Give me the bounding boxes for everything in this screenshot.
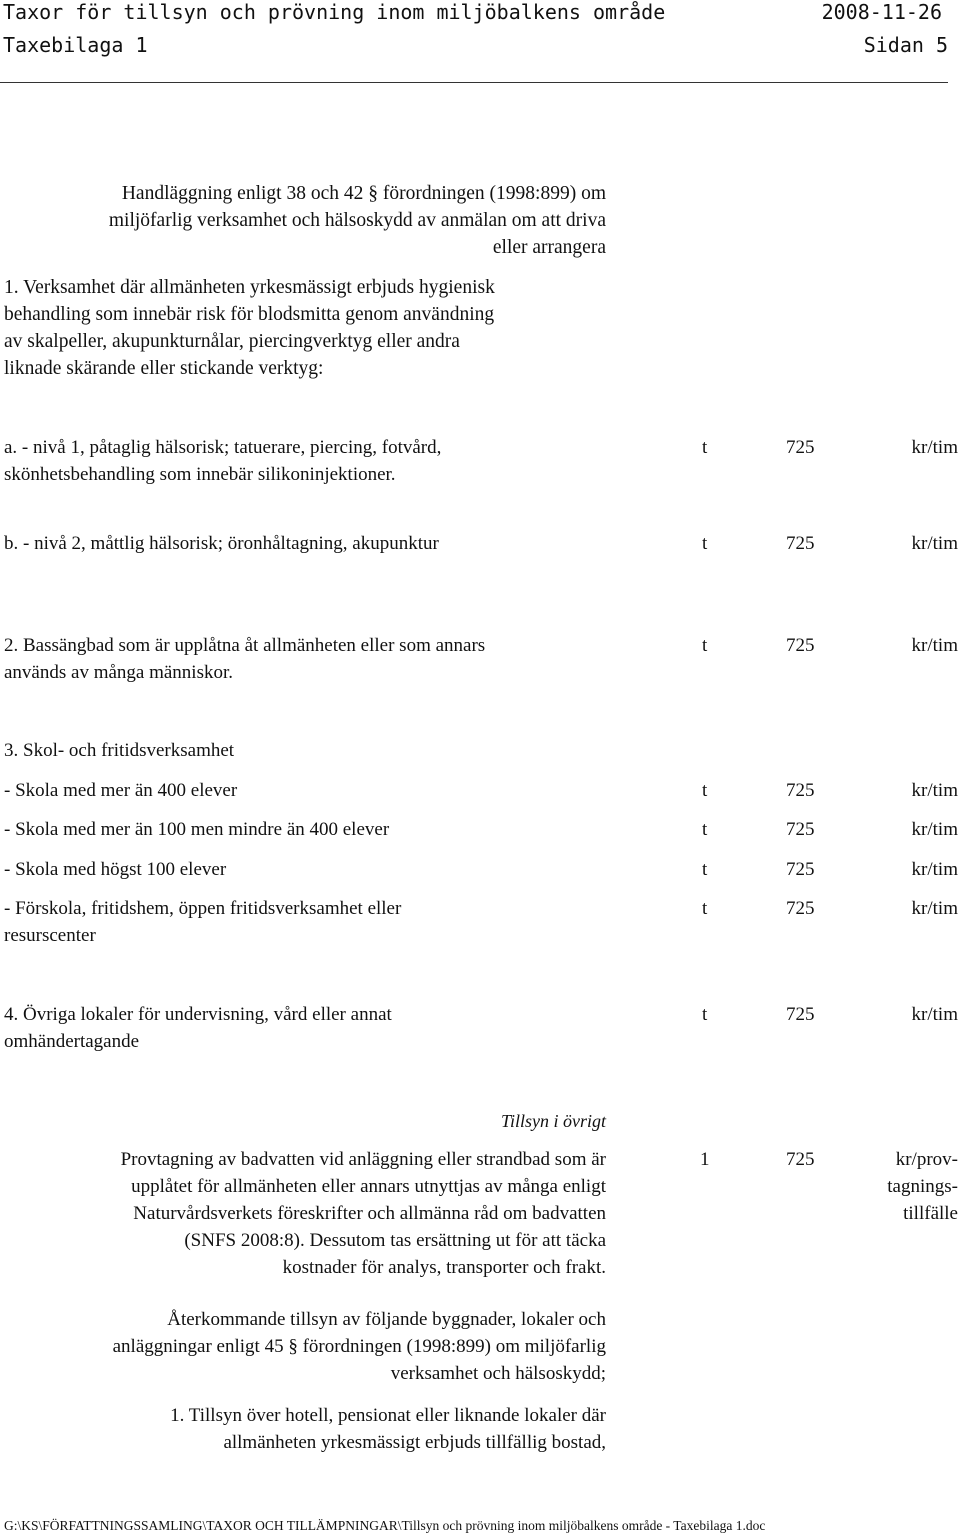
section-heading-line: miljöfarlig verksamhet och hälsoskydd av anmälan om att driva bbox=[108, 210, 606, 231]
school-row-line: - Skola med högst 100 elever bbox=[4, 859, 227, 880]
school-row-description bbox=[4, 777, 237, 804]
fee-unit: kr/tim bbox=[911, 898, 958, 919]
section-heading-line: eller arrangera bbox=[492, 237, 606, 258]
fee-row-line: skönhetsbehandling som innebär silikoninjektioner. bbox=[4, 464, 396, 485]
fee-factor: t bbox=[702, 780, 708, 801]
fee-amount: 725 bbox=[786, 859, 815, 880]
recurring-line: Återkommande tillsyn av följande byggnader, lokaler och bbox=[167, 1309, 606, 1330]
item4-line: 4. Övriga lokaler för undervisning, vård eller annat bbox=[4, 1004, 392, 1025]
section-heading-line: Handläggning enligt 38 och 42 § förordningen (1998:899) om bbox=[121, 183, 606, 204]
document-subtitle: Taxebilaga 1 bbox=[3, 33, 148, 57]
hotel-line: allmänheten yrkesmässigt erbjuds tillfällig bostad, bbox=[223, 1432, 606, 1453]
fee-amount: 725 bbox=[786, 533, 815, 554]
fee-amount: 725 bbox=[786, 780, 815, 801]
school-row-description bbox=[4, 856, 226, 883]
provtagning-line: (SNFS 2008:8). Dessutom tas ersättning ut för att täcka bbox=[184, 1230, 606, 1251]
fee-unit: kr/tim bbox=[911, 635, 958, 656]
fee-unit: kr/tim bbox=[911, 1004, 958, 1025]
item3-heading: 3. Skol- och fritidsverksamhet bbox=[4, 740, 235, 761]
fee-row-description bbox=[4, 632, 485, 686]
document-date: 2008-11-26 bbox=[821, 0, 942, 24]
fee-row-line: 2. Bassängbad som är upplåtna åt allmänheten eller som annars bbox=[4, 635, 486, 656]
hotel-line: 1. Tillsyn över hotell, pensionat eller liknande lokaler där bbox=[170, 1405, 606, 1426]
fee-unit: kr/tim bbox=[911, 819, 958, 840]
fee-factor: t bbox=[702, 437, 708, 458]
fee-row-line: används av många människor. bbox=[4, 662, 234, 683]
school-row-line: - Förskola, fritidshem, öppen fritidsverksamhet eller bbox=[4, 898, 402, 919]
fee-factor: t bbox=[702, 1004, 708, 1025]
school-row-line: resurscenter bbox=[4, 925, 96, 946]
fee-amount: 725 bbox=[786, 819, 815, 840]
fee-row-description bbox=[4, 434, 441, 488]
fee-amount: 725 bbox=[786, 1004, 815, 1025]
item4-line: omhändertagande bbox=[4, 1031, 140, 1052]
provtagning-line: Provtagning av badvatten vid anläggning eller strandbad som är bbox=[120, 1149, 606, 1170]
fee-row-description bbox=[4, 530, 439, 557]
recurring-line: verksamhet och hälsoskydd; bbox=[390, 1363, 606, 1384]
school-row-line: - Skola med mer än 400 elever bbox=[4, 780, 238, 801]
document-title: Taxor för tillsyn och prövning inom miljöbalkens område bbox=[3, 0, 666, 24]
fee-unit-line: tagnings- bbox=[887, 1176, 958, 1197]
fee-amount: 725 bbox=[786, 635, 815, 656]
fee-factor: t bbox=[702, 898, 708, 919]
fee-unit-line: kr/prov- bbox=[895, 1149, 958, 1170]
fee-row-line: a. - nivå 1, påtaglig hälsorisk; tatuerare, piercing, fotvård, bbox=[4, 437, 442, 458]
fee-unit bbox=[887, 1146, 958, 1227]
school-row-line: - Skola med mer än 100 men mindre än 400 elever bbox=[4, 819, 390, 840]
section-heading bbox=[10, 180, 606, 261]
recurring-supervision bbox=[4, 1306, 606, 1387]
recurring-line: anläggningar enligt 45 § förordningen (1998:899) om miljöfarlig bbox=[112, 1336, 606, 1357]
header-divider bbox=[0, 82, 948, 83]
fee-factor: t bbox=[702, 819, 708, 840]
item1-intro-line: behandling som innebär risk för blodsmitta genom användning bbox=[4, 304, 495, 325]
item1-intro bbox=[4, 274, 495, 382]
item1-intro-line: av skalpeller, akupunkturnålar, piercingverktyg eller andra bbox=[4, 331, 460, 352]
fee-amount: 725 bbox=[786, 437, 815, 458]
fee-unit-line: tillfälle bbox=[903, 1203, 958, 1224]
fee-amount: 725 bbox=[786, 898, 815, 919]
fee-unit: kr/tim bbox=[911, 437, 958, 458]
fee-factor: t bbox=[702, 635, 708, 656]
fee-unit: kr/tim bbox=[911, 780, 958, 801]
footer-file-path: G:\KS\FÖRFATTNINGSSAMLING\TAXOR OCH TILLÄMPNINGAR\Tillsyn och prövning inom miljöbalkens område - Taxebilaga 1.doc bbox=[4, 1518, 766, 1533]
provtagning-description bbox=[4, 1146, 606, 1281]
fee-unit: kr/tim bbox=[911, 859, 958, 880]
fee-amount: 725 bbox=[786, 1149, 815, 1170]
fee-row-line: b. - nivå 2, måttlig hälsorisk; öronhåltagning, akupunktur bbox=[4, 533, 439, 554]
fee-unit: kr/tim bbox=[911, 533, 958, 554]
fee-factor: 1 bbox=[700, 1149, 710, 1170]
item4-description bbox=[4, 1001, 392, 1055]
provtagning-line: upplåtet för allmänheten eller annars utnyttjas av många enligt bbox=[131, 1176, 606, 1197]
provtagning-line: Naturvårdsverkets föreskrifter och allmänna råd om badvatten bbox=[133, 1203, 606, 1224]
fee-factor: t bbox=[702, 533, 708, 554]
tillsyn-heading: Tillsyn i övrigt bbox=[500, 1111, 606, 1131]
school-row-description bbox=[4, 895, 401, 949]
school-row-description bbox=[4, 816, 389, 843]
provtagning-line: kostnader för analys, transporter och frakt. bbox=[282, 1257, 606, 1278]
item1-intro-line: 1. Verksamhet där allmänheten yrkesmässigt erbjuds hygienisk bbox=[4, 277, 495, 298]
fee-factor: t bbox=[702, 859, 708, 880]
hotel-supervision bbox=[4, 1402, 606, 1456]
item1-intro-line: liknade skärande eller stickande verktyg: bbox=[4, 358, 324, 379]
page-number: Sidan 5 bbox=[863, 33, 948, 57]
